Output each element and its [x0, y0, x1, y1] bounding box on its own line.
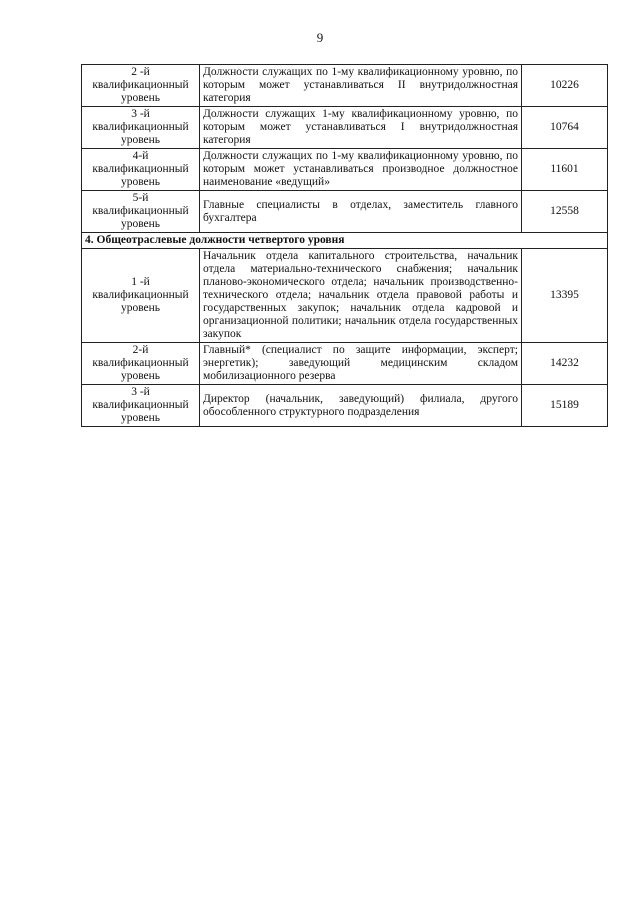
level-number: 3 -й — [131, 386, 150, 398]
level-label: квалификационный — [92, 357, 189, 369]
table-row — [82, 343, 608, 385]
position-description: Начальник отдела капитального строительства, начальник отдела материально-технического снабжения; начальник планово-экономического отдела; начальник производственно-технического отдела; начальник отдела правовой работы и государственных закупок; начальник отдела кадровой и организационной политики; начальник отдела государственных закупок — [200, 249, 522, 343]
level-label: квалификационный — [92, 399, 189, 411]
salary-amount: 12558 — [522, 191, 608, 233]
position-description: Главные специалисты в отделах, заместитель главного бухгалтера — [200, 191, 522, 233]
level-number: 2 -й — [131, 66, 150, 78]
level-label: квалификационный — [92, 289, 189, 301]
table-row — [82, 107, 608, 149]
qualification-level-cell — [82, 249, 200, 343]
salary-amount: 14232 — [522, 343, 608, 385]
level-suffix: уровень — [120, 92, 161, 104]
qualification-level-cell — [82, 107, 200, 149]
qualification-level-cell — [82, 191, 200, 233]
salary-amount: 10226 — [522, 65, 608, 107]
level-suffix: уровень — [120, 176, 161, 188]
salary-amount: 10764 — [522, 107, 608, 149]
salary-amount: 15189 — [522, 385, 608, 427]
level-number: 1 -й — [131, 276, 150, 288]
level-suffix: уровень — [120, 302, 161, 314]
level-number: 5-й — [132, 192, 149, 204]
salary-table — [81, 64, 608, 427]
table-row — [82, 149, 608, 191]
section-header-row — [82, 233, 608, 249]
level-suffix: уровень — [120, 134, 161, 146]
salary-amount: 13395 — [522, 249, 608, 343]
level-label: квалификационный — [92, 205, 189, 217]
level-number: 3 -й — [131, 108, 150, 120]
level-suffix: уровень — [120, 370, 161, 382]
level-number: 4-й — [132, 150, 149, 162]
table-row — [82, 65, 608, 107]
level-label: квалификационный — [92, 79, 189, 91]
qualification-level-cell — [82, 343, 200, 385]
position-description: Главный* (специалист по защите информации, эксперт; энергетик); заведующий медицинским складом мобилизационного резерва — [200, 343, 522, 385]
level-suffix: уровень — [120, 218, 161, 230]
position-description: Должности служащих 1-му квалификационному уровню, по которым может устанавливаться I внутридолжностная категория — [200, 107, 522, 149]
page-number: 9 — [316, 30, 324, 45]
qualification-level-cell — [82, 149, 200, 191]
level-number: 2-й — [132, 344, 149, 356]
qualification-level-cell — [82, 65, 200, 107]
position-description: Должности служащих по 1-му квалификационному уровню, по которым может устанавливаться производное должностное наименование «ведущий» — [200, 149, 522, 191]
level-label: квалификационный — [92, 163, 189, 175]
position-description: Директор (начальник, заведующий) филиала, другого обособленного структурного подразделения — [200, 385, 522, 427]
section-title: 4. Общеотраслевые должности четвертого уровня — [82, 233, 608, 249]
level-suffix: уровень — [120, 412, 161, 424]
salary-amount: 11601 — [522, 149, 608, 191]
table-row — [82, 249, 608, 343]
level-label: квалификационный — [92, 121, 189, 133]
qualification-level-cell — [82, 385, 200, 427]
table-row — [82, 191, 608, 233]
table-row — [82, 385, 608, 427]
position-description: Должности служащих по 1-му квалификационному уровню, по которым может устанавливаться II внутридолжностная категория — [200, 65, 522, 107]
